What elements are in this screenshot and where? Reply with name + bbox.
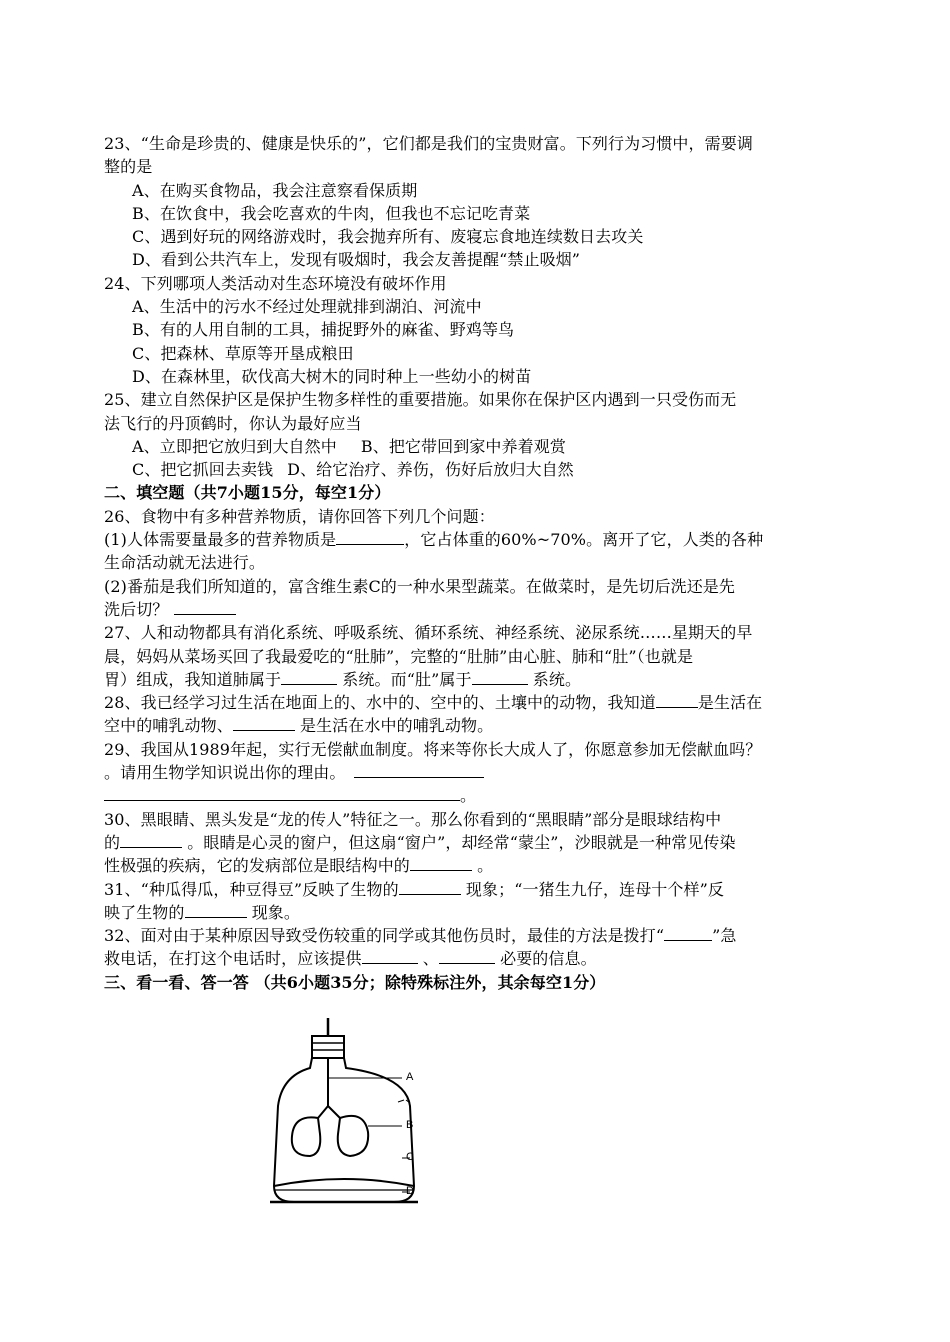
q23-stem-cont: 整的是: [104, 157, 153, 177]
q28-text: 28、我已经学习过生活在地面上的、水中的、空中的、土壤中的动物，我知道: [104, 693, 656, 713]
q25-option-b: B、把它带回到家中养着观赏: [360, 436, 566, 456]
q32-text: 32、面对由于某种原因导致受伤较重的同学或其他伤员时，最佳的方法是拨打“: [104, 926, 665, 946]
q31-line-2: [104, 901, 850, 924]
answer-blank[interactable]: [104, 784, 460, 801]
q29-line-1: 29、我国从1989年起，实行无偿献血制度。将来等你长大成人了，你愿意参加无偿献血吗？: [104, 739, 762, 759]
q32-separator: 、: [417, 949, 439, 969]
answer-blank[interactable]: [120, 831, 182, 848]
q25-option-c: C、把它抓回去卖钱: [132, 460, 274, 480]
q28-text-cont: 是生活在: [697, 693, 763, 713]
q31-text-2-end: 现象。: [246, 902, 301, 922]
q27-line-1: 27、人和动物都具有消化系统、呼吸系统、循环系统、神经系统、泌尿系统……星期天的早: [104, 623, 753, 643]
q27-line-2: 晨，妈妈从菜场买回了我最爱吃的“肚肺”，完整的“肚肺”由心脏、肺和“肚”（也就是: [104, 646, 694, 666]
answer-blank[interactable]: [472, 668, 528, 685]
q29-line-2: [104, 761, 850, 784]
bell-jar-lung-model-figure: [260, 1014, 430, 1214]
figure-label-c: C: [406, 1151, 414, 1163]
q25-stem-cont: 法飞行的丹顶鹤时，你认为最好应当: [104, 413, 362, 433]
q29-line-3: [104, 784, 850, 807]
figure-label-b: B: [406, 1119, 414, 1131]
q27-text-end: 系统。: [527, 669, 582, 689]
bell-jar-diagram: [260, 1014, 430, 1214]
q24-stem: 24、下列哪项人类活动对生态环境没有破坏作用: [104, 273, 447, 293]
q30-line-3: [104, 854, 850, 877]
answer-blank[interactable]: [439, 947, 495, 964]
q32-text-2: 救电话，在打这个电话时，应该提供: [104, 949, 362, 969]
q30-text-2-end: 。: [471, 856, 494, 876]
answer-blank[interactable]: [354, 761, 484, 778]
answer-blank[interactable]: [336, 528, 404, 545]
q26-part1-text-cont: ，它占体重的60%~70%。离开了它，人类的各种: [404, 530, 764, 550]
section-3-heading: 三、看一看、答一答 （共6小题35分；除特殊标注外，其余每空1分）: [104, 972, 606, 992]
figure-label-a: A: [406, 1071, 414, 1083]
q30-text-2: 性极强的疾病，它的发病部位是眼结构中的: [104, 856, 410, 876]
q32-text-2-end: 必要的信息。: [494, 949, 597, 969]
q25-options-cd: [104, 458, 850, 481]
q26-stem: 26、食物中有多种营养物质，请你回答下列几个问题：: [104, 506, 495, 526]
q31-text-cont: 现象；“一猪生九仔，连母十个样”反: [460, 879, 724, 899]
answer-blank[interactable]: [174, 598, 236, 615]
q27-text-cont: 系统。而“肚”属于: [337, 669, 472, 689]
answer-blank[interactable]: [233, 714, 295, 731]
q23-option-a: A、在购买食物品，我会注意察看保质期: [132, 180, 418, 200]
answer-blank[interactable]: [399, 878, 461, 895]
q32-text-cont: ”急: [712, 926, 737, 946]
q30-line-2: [104, 831, 850, 854]
answer-blank[interactable]: [362, 947, 418, 964]
q31-text: 31、“种瓜得瓜，种豆得豆”反映了生物的: [104, 879, 399, 899]
q25-option-a: A、立即把它放归到大自然中: [132, 436, 337, 456]
q25-options-ab: [104, 435, 850, 458]
q26-part2-cont: [104, 598, 850, 621]
q23-option-c: C、遇到好玩的网络游戏时，我会抛弃所有、废寝忘食地连续数日去攻关: [132, 227, 644, 247]
q23-option-b: B、在饮食中，我会吃喜欢的牛肉，但我也不忘记吃青菜: [132, 203, 531, 223]
q26-part1: [104, 528, 850, 551]
answer-blank[interactable]: [664, 924, 712, 941]
q32-line-1: [104, 924, 850, 947]
q26-part2-text: 洗后切？: [104, 599, 169, 619]
q24-option-a: A、生活中的污水不经过处理就排到湖泊、河流中: [132, 297, 482, 317]
q24-option-c: C、把森林、草原等开垦成粮田: [132, 343, 354, 363]
q28-line-2: [104, 714, 850, 737]
q29-text: 。请用生物学知识说出你的理由。: [104, 763, 346, 783]
q32-line-2: [104, 947, 850, 970]
q25-option-d: D、给它治疗、养伤，伤好后放归大自然: [287, 460, 574, 480]
q30-line-1: 30、黑眼睛、黑头发是“龙的传人”特征之一。那么你看到的“黑眼睛”部分是眼球结构中: [104, 809, 722, 829]
q24-option-b: B、有的人用自制的工具，捕捉野外的麻雀、野鸡等鸟: [132, 320, 515, 340]
q23-stem: 23、“生命是珍贵的、健康是快乐的”，它们都是我们的宝贵财富。下列行为习惯中，需要调: [104, 134, 753, 153]
q28-text-2: 空中的哺乳动物、: [104, 716, 233, 736]
q26-part1-cont: 生命活动就无法进行。: [104, 553, 266, 573]
q27-text: 胃）组成，我知道肺属于: [104, 669, 282, 689]
q28-line-1: [104, 691, 850, 714]
q24-option-d: D、在森林里，砍伐高大树木的同时种上一些幼小的树苗: [132, 366, 532, 386]
q26-part2: (2)番茄是我们所知道的，富含维生素C的一种水果型蔬菜。在做菜时，是先切后洗还是先: [104, 576, 736, 596]
q23-option-d: D、看到公共汽车上，发现有吸烟时，我会友善提醒“禁止吸烟”: [132, 250, 581, 270]
section-2-heading: 二、填空题（共7小题15分，每空1分）: [104, 483, 391, 503]
q28-text-2-cont: 是生活在水中的哺乳动物。: [294, 716, 494, 736]
answer-blank[interactable]: [656, 691, 698, 708]
q25-stem: 25、建立自然保护区是保护生物多样性的重要措施。如果你在保护区内遇到一只受伤而无: [104, 390, 737, 410]
q27-line-3: [104, 668, 850, 691]
answer-blank[interactable]: [185, 901, 247, 918]
answer-blank[interactable]: [281, 668, 337, 685]
q31-text-2: 映了生物的: [104, 902, 185, 922]
figure-label-d: D: [406, 1185, 414, 1197]
q30-text: 的: [104, 832, 121, 852]
exam-page: [104, 132, 850, 994]
answer-blank[interactable]: [410, 854, 472, 871]
q30-text-cont: 。眼睛是心灵的窗户，但这扇“窗户”，却经常“蒙尘”，沙眼就是一种常见传染: [182, 832, 736, 852]
q26-part1-text: (1)人体需要量最多的营养物质是: [104, 530, 337, 550]
q29-period: 。: [460, 786, 477, 806]
q31-line-1: [104, 878, 850, 901]
